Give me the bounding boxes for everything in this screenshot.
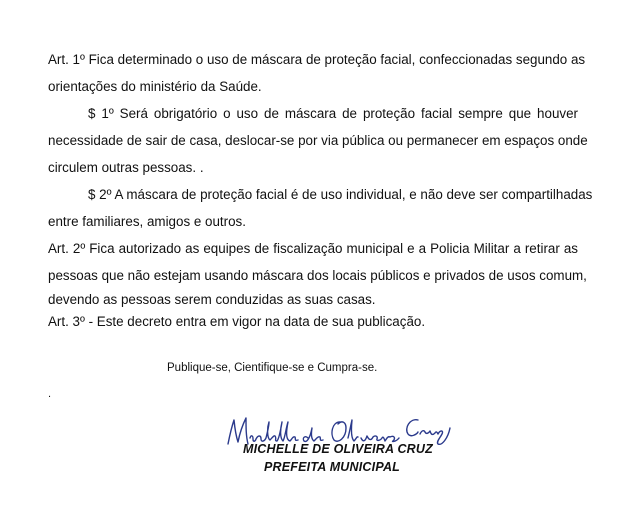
art3-line-1: Art. 3º - Este decreto entra em vigor na data de sua publicação.: [48, 314, 426, 329]
stray-mark: .: [48, 388, 52, 400]
art2-line-2: pessoas que não estejam usando máscara dos locais públicos e privados de usos comum,: [48, 268, 587, 283]
par1-line-2: necessidade de sair de casa, deslocar-se por via pública ou permanecer em espaços onde: [48, 133, 588, 148]
art2-line-1: Art. 2º Fica autorizado as equipes de fiscalização municipal e a Policia Militar a retirar as: [48, 241, 578, 256]
par1-line-3: circulem outras pessoas. .: [48, 160, 204, 175]
par2-line-2: entre familiares, amigos e outros.: [48, 214, 246, 229]
par1-line-1: $ 1º Será obrigatório o uso de máscara de proteção facial sempre que houver: [88, 106, 578, 121]
par2-line-1: $ 2º A máscara de proteção facial é de uso individual, e não deve ser compartilhadas: [88, 187, 593, 202]
signatory-name: MICHELLE DE OLIVEIRA CRUZ: [243, 442, 433, 456]
closing-formula: Publique-se, Cientifique-se e Cumpra-se.: [167, 362, 378, 374]
art1-line-1: Art. 1º Fica determinado o uso de máscara de proteção facial, confeccionadas segundo as: [48, 52, 586, 67]
decree-body: [48, 46, 593, 333]
signatory-title: PREFEITA MUNICIPAL: [264, 460, 401, 474]
art2-line-3: devendo as pessoas serem conduzidas as suas casas.: [48, 292, 376, 307]
art1-line-2: orientações do ministério da Saúde.: [48, 79, 262, 94]
